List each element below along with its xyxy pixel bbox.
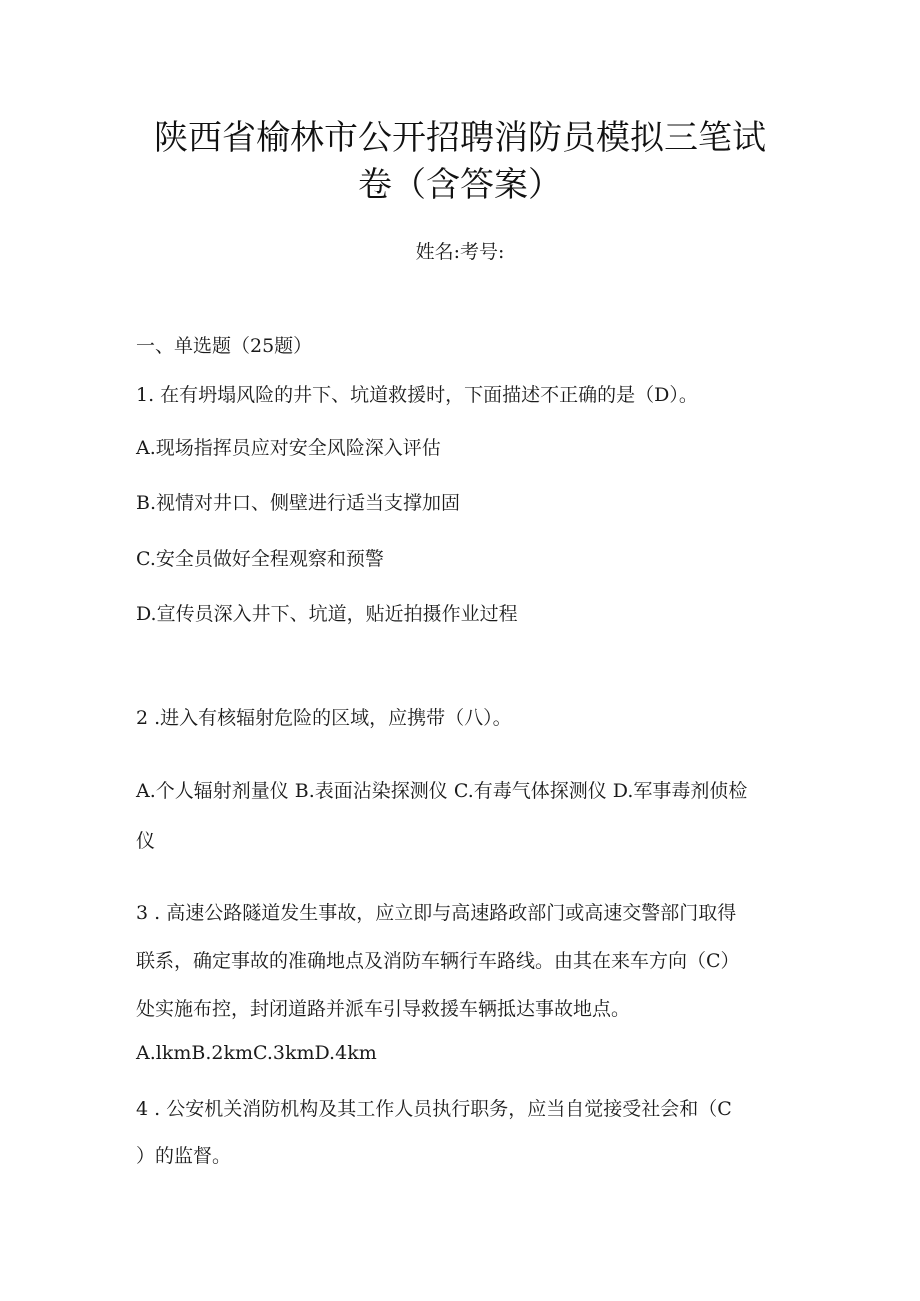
- question-1-option-d: D.宣传员深入井下、坑道，贴近拍摄作业过程: [136, 603, 518, 625]
- question-4-stem-line1: 4 . 公安机关消防机构及其工作人员执行职务，应当自觉接受社会和（C: [136, 1098, 732, 1120]
- document-title-line2: 卷（含答案）: [358, 165, 562, 205]
- question-1-option-a: A.现场指挥员应对安全风险深入评估: [136, 437, 441, 459]
- question-2-options-line1: A.个人辐射剂量仪 B.表面沾染探测仪 C.有毒气体探测仪 D.军事毒剂侦检: [136, 780, 748, 802]
- question-1-stem: 1. 在有坍塌风险的井下、坑道救援时，下面描述不正确的是（D）。: [136, 384, 698, 406]
- question-2-stem: 2 .进入有核辐射危险的区域，应携带（八）。: [136, 707, 512, 729]
- question-4-stem-line2: ）的监督。: [136, 1145, 232, 1167]
- document-title-line1: 陕西省榆林市公开招聘消防员模拟三笔试: [154, 118, 766, 158]
- section-heading: 一、单选题（25题）: [136, 335, 313, 357]
- question-2-options-line2: 仪: [136, 830, 156, 852]
- name-exam-number-label: 姓名:考号:: [415, 241, 505, 263]
- question-1-option-b: B.视情对井口、侧壁进行适当支撑加固: [136, 492, 461, 514]
- question-1-option-c: C.安全员做好全程观察和预警: [136, 548, 384, 570]
- question-3-options: A.lkmB.2kmC.3kmD.4km: [136, 1042, 377, 1064]
- question-3-stem-line3: 处实施布控，封闭道路并派车引导救援车辆抵达事故地点。: [136, 998, 631, 1020]
- question-3-stem-line1: 3 . 高速公路隧道发生事故，应立即与高速路政部门或高速交警部门取得: [136, 902, 737, 924]
- question-3-stem-line2: 联系，确定事故的准确地点及消防车辆行车路线。由其在来车方向（C）: [136, 950, 740, 972]
